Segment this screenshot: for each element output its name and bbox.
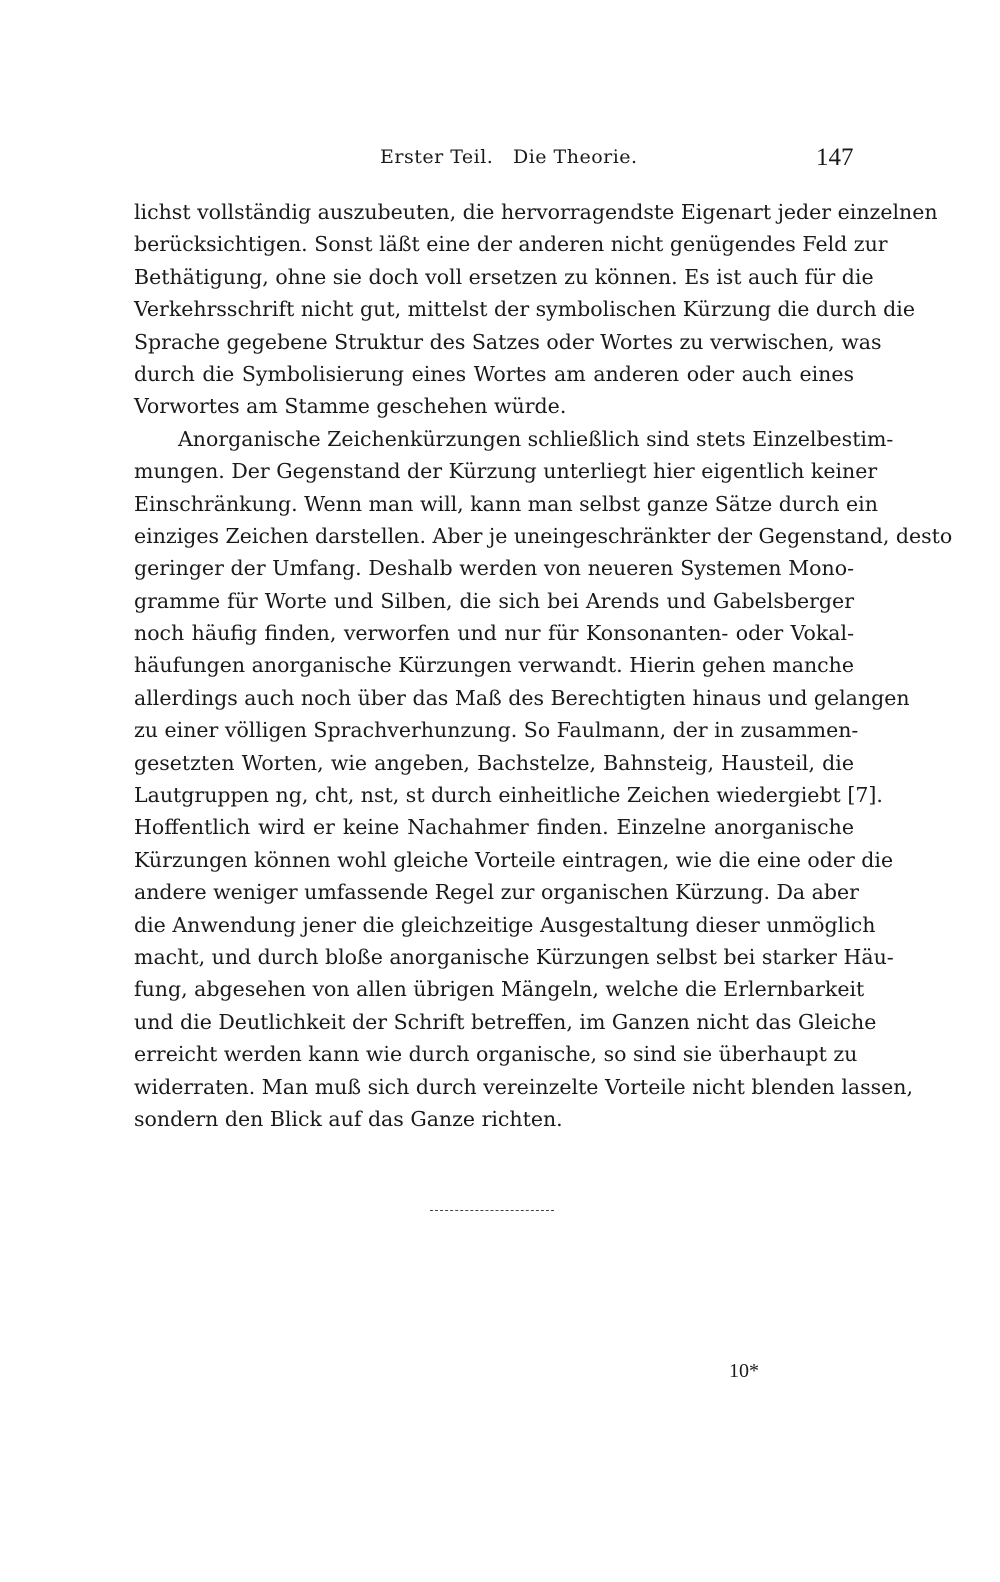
text-line: widerraten. Man muß sich durch vereinzelte Vorteile nicht blenden lassen, — [134, 1074, 913, 1099]
text-line: Einschränkung. Wenn man will, kann man selbst ganze Sätze durch ein — [134, 491, 878, 516]
text-line: durch die Symbolisierung eines Wortes am anderen oder auch eines — [134, 361, 854, 386]
text-line: und die Deutlichkeit der Schrift betreffen, im Ganzen nicht das Gleiche — [134, 1009, 877, 1034]
text-line: Kürzungen können wohl gleiche Vorteile eintragen, wie die eine oder die — [134, 847, 894, 872]
text-line: fung, abgesehen von allen übrigen Mängeln, welche die Erlernbarkeit — [134, 977, 865, 1002]
text-line: zu einer völligen Sprachverhunzung. So Faulmann, der in zusammen- — [134, 718, 859, 743]
text-line: Hoffentlich wird er keine Nachahmer finden. Einzelne anorganische — [134, 815, 854, 840]
text-line: Bethätigung, ohne sie doch voll ersetzen zu können. Es ist auch für die — [134, 264, 874, 289]
text-line: häufungen anorganische Kürzungen verwandt. Hierin gehen manche — [134, 653, 854, 678]
text-line: lichst vollständig auszubeuten, die hervorragendste Eigenart jeder einzelnen — [134, 200, 938, 224]
text-line: die Anwendung jener die gleichzeitige Ausgestaltung dieser unmöglich — [134, 912, 876, 937]
text-line: erreicht werden kann wie durch organische, so sind sie überhaupt zu — [134, 1042, 858, 1067]
text-line: allerdings auch noch über das Maß des Berechtigten hinaus und gelangen — [134, 685, 910, 710]
text-line: noch häufig finden, verworfen und nur für Konsonanten- oder Vokal- — [134, 621, 854, 646]
section-separator-rule — [430, 1210, 554, 1211]
page-number: 147 — [816, 144, 854, 171]
body-text — [134, 196, 953, 1135]
paragraph — [134, 196, 938, 423]
text-line: berücksichtigen. Sonst läßt eine der anderen nicht genügendes Feld zur — [134, 232, 888, 257]
text-line: Verkehrsschrift nicht gut, mittelst der symbolischen Kürzung die durch die — [134, 297, 915, 322]
text-line: Lautgruppen ng, cht, nst, st durch einheitliche Zeichen wiedergiebt [7]. — [134, 783, 883, 808]
text-line: gesetzten Worten, wie angeben, Bachstelze, Bahnsteig, Hausteil, die — [134, 750, 854, 775]
signature-mark: 10* — [729, 1360, 759, 1382]
text-line: mungen. Der Gegenstand der Kürzung unterliegt hier eigentlich keiner — [134, 459, 878, 484]
text-line: andere weniger umfassende Regel zur organischen Kürzung. Da aber — [134, 880, 859, 905]
text-line: Anorganische Zeichenkürzungen schließlich sind stets Einzelbestim- — [178, 426, 894, 451]
text-line: einziges Zeichen darstellen. Aber je uneingeschränkter der Gegenstand, desto — [134, 523, 953, 548]
paragraph — [134, 423, 953, 1136]
text-line: sondern den Blick auf das Ganze richten. — [134, 1106, 563, 1131]
running-head: Erster Teil. Die Theorie. — [380, 146, 638, 168]
text-line: geringer der Umfang. Deshalb werden von neueren Systemen Mono- — [134, 556, 854, 581]
text-line: gramme für Worte und Silben, die sich bei Arends und Gabelsberger — [134, 588, 854, 613]
text-line: Vorwortes am Stamme geschehen würde. — [134, 394, 567, 419]
text-line: Sprache gegebene Struktur des Satzes oder Wortes zu verwischen, was — [134, 329, 882, 354]
text-line: macht, und durch bloße anorganische Kürzungen selbst bei starker Häu- — [134, 944, 894, 969]
